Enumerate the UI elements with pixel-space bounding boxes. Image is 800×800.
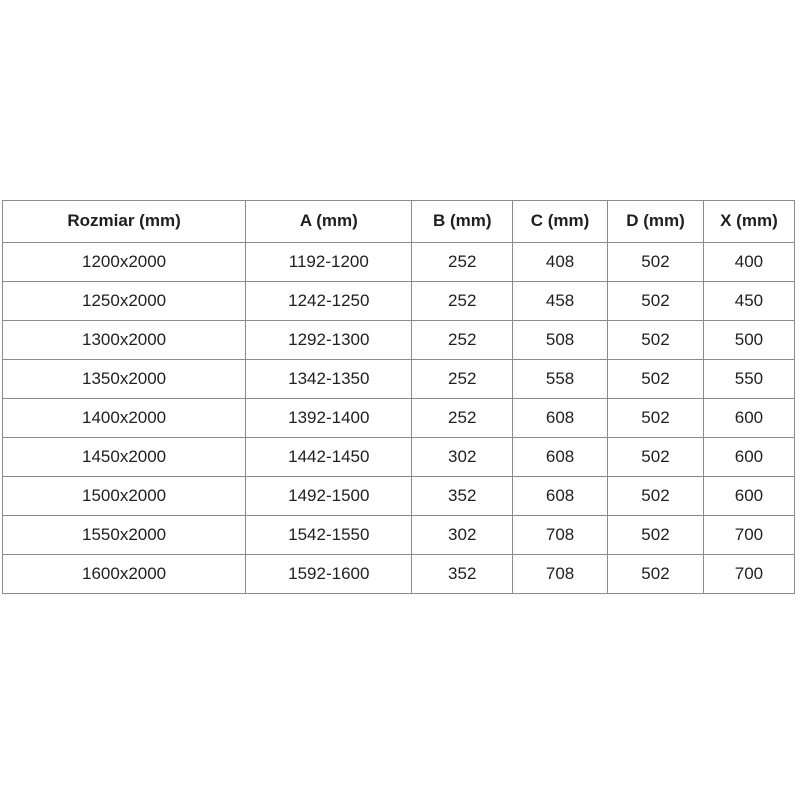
table-cell: 252 bbox=[412, 282, 513, 321]
table-cell: 502 bbox=[608, 438, 704, 477]
table-cell: 508 bbox=[513, 321, 608, 360]
table-cell: 408 bbox=[513, 243, 608, 282]
table-cell: 1592-1600 bbox=[246, 555, 412, 594]
table-cell: 1442-1450 bbox=[246, 438, 412, 477]
table-cell: 1542-1550 bbox=[246, 516, 412, 555]
header-row bbox=[3, 201, 795, 243]
table-cell: 502 bbox=[608, 516, 704, 555]
header-cell-x: X (mm) bbox=[703, 201, 794, 243]
table-cell: 708 bbox=[513, 516, 608, 555]
table-cell: 1342-1350 bbox=[246, 360, 412, 399]
table-cell: 608 bbox=[513, 477, 608, 516]
table-cell: 352 bbox=[412, 477, 513, 516]
header-cell-a: A (mm) bbox=[246, 201, 412, 243]
table-cell: 252 bbox=[412, 321, 513, 360]
table-cell: 502 bbox=[608, 243, 704, 282]
table-cell: 1492-1500 bbox=[246, 477, 412, 516]
table-cell: 302 bbox=[412, 516, 513, 555]
table-row bbox=[3, 360, 795, 399]
table-row bbox=[3, 399, 795, 438]
table-cell: 502 bbox=[608, 555, 704, 594]
header-cell-b: B (mm) bbox=[412, 201, 513, 243]
table-cell: 1242-1250 bbox=[246, 282, 412, 321]
table-cell: 1300x2000 bbox=[3, 321, 246, 360]
table-row bbox=[3, 477, 795, 516]
table-row bbox=[3, 282, 795, 321]
header-cell-c: C (mm) bbox=[513, 201, 608, 243]
table-cell: 450 bbox=[703, 282, 794, 321]
table-cell: 700 bbox=[703, 516, 794, 555]
table-cell: 1450x2000 bbox=[3, 438, 246, 477]
table-row bbox=[3, 321, 795, 360]
table-cell: 600 bbox=[703, 438, 794, 477]
table-cell: 700 bbox=[703, 555, 794, 594]
table-cell: 1250x2000 bbox=[3, 282, 246, 321]
table-cell: 502 bbox=[608, 477, 704, 516]
table-cell: 252 bbox=[412, 399, 513, 438]
table-row bbox=[3, 555, 795, 594]
table-cell: 500 bbox=[703, 321, 794, 360]
table-cell: 400 bbox=[703, 243, 794, 282]
table-cell: 708 bbox=[513, 555, 608, 594]
header-cell-rozmiar: Rozmiar (mm) bbox=[3, 201, 246, 243]
size-spec-table bbox=[2, 200, 795, 594]
table-row bbox=[3, 516, 795, 555]
table-cell: 352 bbox=[412, 555, 513, 594]
table-cell: 458 bbox=[513, 282, 608, 321]
table-cell: 608 bbox=[513, 438, 608, 477]
table-cell: 550 bbox=[703, 360, 794, 399]
header-cell-d: D (mm) bbox=[608, 201, 704, 243]
table-cell: 1292-1300 bbox=[246, 321, 412, 360]
table-cell: 502 bbox=[608, 360, 704, 399]
table-cell: 600 bbox=[703, 477, 794, 516]
table-row bbox=[3, 438, 795, 477]
table-cell: 1192-1200 bbox=[246, 243, 412, 282]
table-cell: 252 bbox=[412, 360, 513, 399]
table-cell: 502 bbox=[608, 321, 704, 360]
table-cell: 1400x2000 bbox=[3, 399, 246, 438]
table-cell: 1392-1400 bbox=[246, 399, 412, 438]
table-cell: 1350x2000 bbox=[3, 360, 246, 399]
table-cell: 1500x2000 bbox=[3, 477, 246, 516]
table-cell: 252 bbox=[412, 243, 513, 282]
table-cell: 600 bbox=[703, 399, 794, 438]
table-cell: 502 bbox=[608, 399, 704, 438]
table-cell: 1550x2000 bbox=[3, 516, 246, 555]
table-cell: 1600x2000 bbox=[3, 555, 246, 594]
table-cell: 502 bbox=[608, 282, 704, 321]
table-row bbox=[3, 243, 795, 282]
table-cell: 608 bbox=[513, 399, 608, 438]
table-cell: 1200x2000 bbox=[3, 243, 246, 282]
table-cell: 558 bbox=[513, 360, 608, 399]
table-cell: 302 bbox=[412, 438, 513, 477]
